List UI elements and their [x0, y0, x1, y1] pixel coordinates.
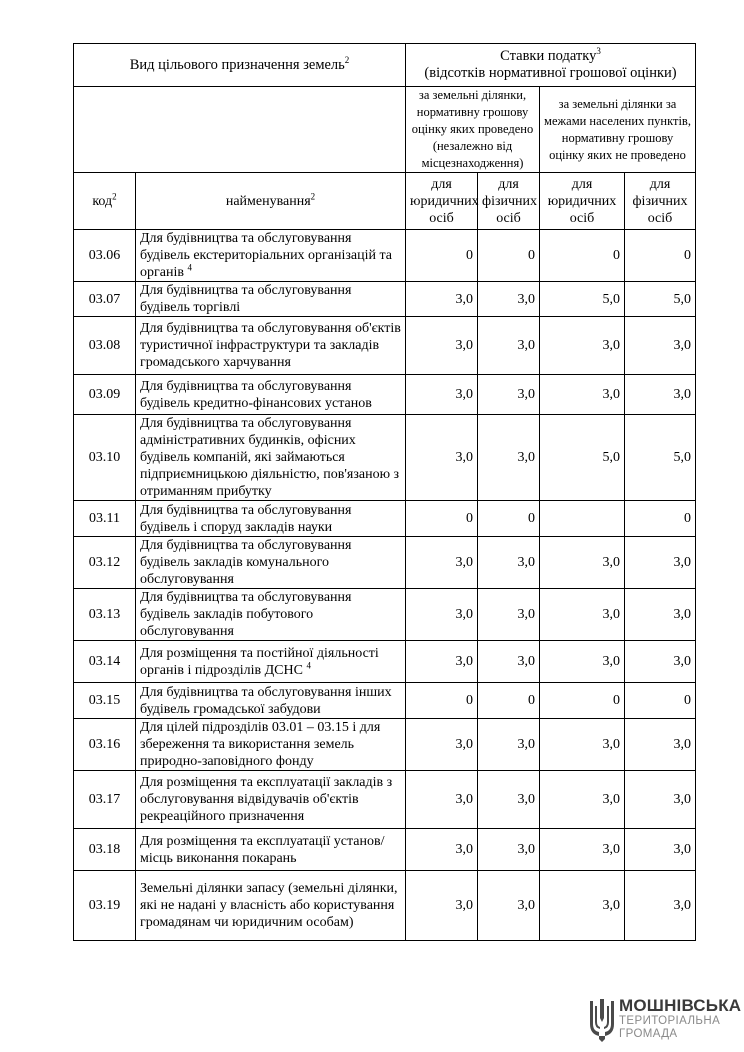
table-row: [74, 771, 696, 829]
row-name-text: Для будівництва та обслуговування об'єктів туристичної інфраструктури та закладів громадського харчування: [140, 321, 401, 370]
rate-physical-not-assessed: 0: [625, 501, 696, 537]
legal-header-not-assessed: для юридичних осіб: [540, 173, 625, 230]
row-name: [136, 641, 406, 683]
rate-physical-not-assessed: 3,0: [625, 375, 696, 415]
row-code: 03.17: [74, 771, 136, 829]
header-row-3: [74, 173, 696, 230]
row-name: [136, 375, 406, 415]
table-row: [74, 282, 696, 317]
rate-legal-not-assessed: 0: [540, 683, 625, 719]
row-name: [136, 589, 406, 641]
rate-legal-assessed: 3,0: [406, 771, 478, 829]
logo-subtitle-1: ТЕРИТОРІАЛЬНА: [619, 1015, 721, 1027]
rate-physical-assessed: 3,0: [478, 375, 540, 415]
table-row: [74, 230, 696, 282]
assessed-header: за земельні ділянки, нормативну грошову оцінку яких проведено (незалежно від місцезнаходження): [406, 87, 540, 173]
rate-physical-assessed: 3,0: [478, 317, 540, 375]
rate-legal-assessed: 3,0: [406, 829, 478, 871]
row-code: 03.18: [74, 829, 136, 871]
row-name-text: Для будівництва та обслуговування інших будівель громадської забудови: [140, 684, 392, 717]
row-name-text: Земельні ділянки запасу (земельні ділянки, які не надані у власність або користування громадянам чи юридичним особам): [140, 881, 398, 930]
rate-physical-assessed: 3,0: [478, 641, 540, 683]
rate-legal-assessed: 0: [406, 683, 478, 719]
trident-icon: [589, 998, 615, 1042]
rate-physical-assessed: 3,0: [478, 771, 540, 829]
rate-physical-not-assessed: 0: [625, 230, 696, 282]
rate-physical-assessed: 3,0: [478, 415, 540, 501]
rate-physical-assessed: 0: [478, 501, 540, 537]
physical-header-not-assessed: для фізичних осіб: [625, 173, 696, 230]
rates-header: Ставки податку$^3$ (відсотків нормативної грошової оцінки): [406, 44, 696, 87]
rate-legal-not-assessed: 3,0: [540, 537, 625, 589]
row-name-text: Для будівництва та обслуговування будівель закладів побутового обслуговування: [140, 590, 352, 639]
rate-physical-not-assessed: 3,0: [625, 871, 696, 941]
row-code: 03.10: [74, 415, 136, 501]
rate-physical-assessed: 0: [478, 230, 540, 282]
row-name-text: Для будівництва та обслуговування адміністративних будинків, офісних будівель компаній, які займаються підприємницькою діяльністю, пов'язаною з отриманням прибутку: [140, 416, 400, 499]
table-row: [74, 719, 696, 771]
row-name-text: Для будівництва та обслуговування будівель екстериторіальних організацій та органів: [140, 231, 393, 280]
tax-rates-table: [73, 43, 696, 941]
logo-title: МОШНІВСЬКА: [619, 996, 742, 1015]
row-name-text: Для розміщення та постійної діяльності органів і підрозділів ДСНС: [140, 645, 379, 678]
rate-legal-not-assessed: 3,0: [540, 641, 625, 683]
rate-physical-not-assessed: 5,0: [625, 282, 696, 317]
rate-physical-assessed: 3,0: [478, 537, 540, 589]
community-logo: [589, 996, 742, 1044]
rate-legal-not-assessed: 3,0: [540, 871, 625, 941]
rate-legal-assessed: 3,0: [406, 537, 478, 589]
rate-legal-assessed: 3,0: [406, 871, 478, 941]
rate-legal-not-assessed: 0: [540, 230, 625, 282]
row-code: 03.09: [74, 375, 136, 415]
rate-legal-not-assessed: 3,0: [540, 317, 625, 375]
rate-legal-not-assessed: 3,0: [540, 375, 625, 415]
row-name-text: Для будівництва та обслуговування будівель торгівлі: [140, 283, 352, 315]
rate-legal-assessed: 3,0: [406, 719, 478, 771]
code-header: код$^2$: [74, 173, 136, 230]
rate-physical-assessed: 3,0: [478, 829, 540, 871]
rate-physical-not-assessed: 3,0: [625, 771, 696, 829]
name-header: найменування$^2$: [136, 173, 406, 230]
row-code: 03.07: [74, 282, 136, 317]
table-row: [74, 589, 696, 641]
row-name: [136, 683, 406, 719]
logo-subtitle-2: ГРОМАДА: [619, 1028, 678, 1040]
row-code: 03.13: [74, 589, 136, 641]
rate-legal-not-assessed: [540, 501, 625, 537]
row-code: 03.16: [74, 719, 136, 771]
table-row: [74, 537, 696, 589]
rate-legal-not-assessed: 3,0: [540, 589, 625, 641]
rate-physical-assessed: 3,0: [478, 871, 540, 941]
row-name: [136, 317, 406, 375]
row-code: 03.11: [74, 501, 136, 537]
table-row: [74, 641, 696, 683]
table-row: [74, 829, 696, 871]
rate-physical-not-assessed: 0: [625, 683, 696, 719]
row-name: [136, 415, 406, 501]
rate-physical-not-assessed: 3,0: [625, 589, 696, 641]
rate-legal-assessed: 3,0: [406, 282, 478, 317]
row-name-text: Для будівництва та обслуговування будівель і споруд закладів науки: [140, 502, 352, 535]
rate-legal-assessed: 3,0: [406, 375, 478, 415]
table-row: [74, 871, 696, 941]
row-name-text: Для цілей підрозділів 03.01 – 03.15 і для збереження та використання земель природно-заповідного фонду: [140, 720, 381, 769]
rate-physical-not-assessed: 3,0: [625, 641, 696, 683]
rate-legal-not-assessed: 5,0: [540, 282, 625, 317]
rate-physical-not-assessed: 3,0: [625, 537, 696, 589]
table-row: [74, 375, 696, 415]
row-code: 03.14: [74, 641, 136, 683]
table-row: [74, 317, 696, 375]
row-name: [136, 230, 406, 282]
legal-header-assessed: для юридичних осіб: [406, 173, 478, 230]
header-row-2: [74, 87, 696, 173]
rate-legal-assessed: 0: [406, 230, 478, 282]
rate-physical-not-assessed: 3,0: [625, 829, 696, 871]
row-code: 03.19: [74, 871, 136, 941]
rate-physical-not-assessed: 5,0: [625, 415, 696, 501]
row-footnote-ref: 4: [306, 659, 311, 670]
rate-legal-assessed: 3,0: [406, 317, 478, 375]
rate-legal-not-assessed: 3,0: [540, 771, 625, 829]
rate-legal-assessed: 3,0: [406, 641, 478, 683]
row-name-text: Для будівництва та обслуговування будівель закладів комунального обслуговування: [140, 538, 352, 587]
rate-physical-assessed: 3,0: [478, 589, 540, 641]
row-footnote-ref: 4: [187, 262, 192, 273]
rate-legal-not-assessed: 3,0: [540, 719, 625, 771]
row-name: [136, 501, 406, 537]
row-code: 03.08: [74, 317, 136, 375]
rate-physical-not-assessed: 3,0: [625, 317, 696, 375]
table-row: [74, 683, 696, 719]
row-name: [136, 771, 406, 829]
header-row-1: [74, 44, 696, 87]
row-name: [136, 537, 406, 589]
rate-physical-assessed: 3,0: [478, 282, 540, 317]
row-code: 03.06: [74, 230, 136, 282]
rate-legal-assessed: 3,0: [406, 589, 478, 641]
row-code: 03.15: [74, 683, 136, 719]
row-name-text: Для розміщення та експлуатації закладів з обслуговування відвідувачів об'єктів рекреаційного призначення: [140, 775, 393, 824]
row-code: 03.12: [74, 537, 136, 589]
row-name: [136, 719, 406, 771]
table-row: [74, 501, 696, 537]
row-name-text: Для будівництва та обслуговування будівель кредитно-фінансових установ: [140, 378, 372, 411]
rate-physical-assessed: 0: [478, 683, 540, 719]
row-name-text: Для розміщення та експлуатації установ/місць виконання покарань: [140, 833, 385, 866]
table-row: [74, 415, 696, 501]
rate-legal-assessed: 3,0: [406, 415, 478, 501]
rate-physical-assessed: 3,0: [478, 719, 540, 771]
not-assessed-header: за земельні ділянки за межами населених пунктів, нормативну грошову оцінку яких не проведено: [540, 87, 696, 173]
rate-legal-not-assessed: 3,0: [540, 829, 625, 871]
land-type-header: Вид цільового призначення земель$^2$: [74, 44, 406, 87]
rate-legal-not-assessed: 5,0: [540, 415, 625, 501]
rate-legal-assessed: 0: [406, 501, 478, 537]
header-blank-cell: [74, 87, 406, 173]
physical-header-assessed: для фізичних осіб: [478, 173, 540, 230]
row-name: [136, 829, 406, 871]
row-name: [136, 282, 406, 317]
row-name: [136, 871, 406, 941]
rate-physical-not-assessed: 3,0: [625, 719, 696, 771]
